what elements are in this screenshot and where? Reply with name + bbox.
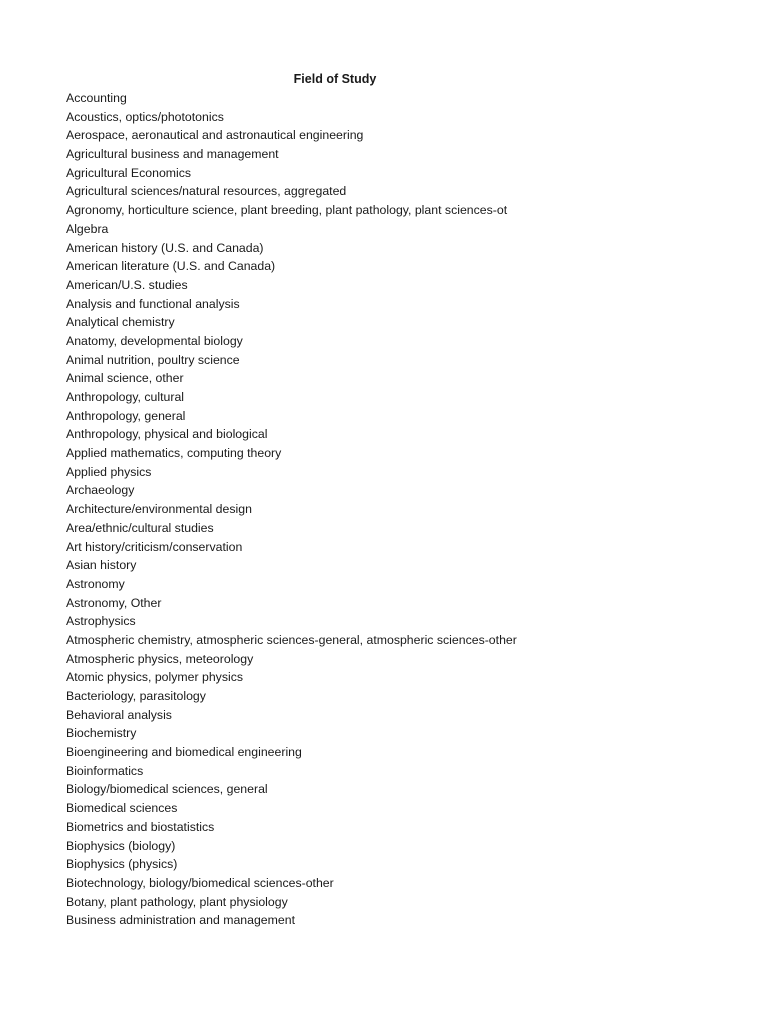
field-list-item: Architecture/environmental design <box>66 502 252 517</box>
field-list-item: Biometrics and biostatistics <box>66 819 215 834</box>
field-list-item: Applied physics <box>66 464 152 479</box>
field-list-item: Animal nutrition, poultry science <box>66 352 240 367</box>
field-list-item: Agricultural sciences/natural resources, aggregated <box>66 184 347 199</box>
page-title: Field of Study <box>293 72 377 86</box>
field-list-item: American history (U.S. and Canada) <box>66 240 264 255</box>
field-list-item: Agronomy, horticulture science, plant breeding, plant pathology, plant sciences-ot <box>66 203 508 218</box>
field-list-item: Algebra <box>66 221 109 236</box>
field-list-item: Anthropology, physical and biological <box>66 427 268 442</box>
field-list-item: Biophysics (biology) <box>66 838 176 853</box>
field-list-item: Botany, plant pathology, plant physiology <box>66 894 288 909</box>
field-list-item: Behavioral analysis <box>66 707 172 722</box>
field-list-item: Bacteriology, parasitology <box>66 689 206 703</box>
field-list-item: Atomic physics, polymer physics <box>66 670 243 685</box>
field-list-item: Analysis and functional analysis <box>66 296 240 311</box>
field-list-item: Biotechnology, biology/biomedical sciences-other <box>66 875 334 890</box>
field-list-item: Area/ethnic/cultural studies <box>66 520 214 535</box>
field-list-item: Asian history <box>66 558 137 573</box>
field-list-item: Art history/criticism/conservation <box>66 539 243 554</box>
field-list-item: Biochemistry <box>66 726 137 741</box>
field-list-item: Bioinformatics <box>66 763 144 778</box>
field-list-item: Business administration and management <box>66 913 295 928</box>
field-list-item: Acoustics, optics/phototonics <box>66 109 224 124</box>
field-list-item: Archaeology <box>66 483 135 498</box>
field-list-item: Atmospheric chemistry, atmospheric sciences-general, atmospheric sciences-other <box>66 632 517 647</box>
field-list-item: Accounting <box>66 91 127 105</box>
field-list-item: Aerospace, aeronautical and astronautical engineering <box>66 128 364 143</box>
field-list-item: Animal science, other <box>66 371 184 386</box>
field-list-item: Biology/biomedical sciences, general <box>66 782 268 797</box>
field-list-item: Agricultural business and management <box>66 147 279 162</box>
field-of-study-list <box>66 89 517 930</box>
field-list-item: Bioengineering and biomedical engineering <box>66 745 302 760</box>
field-list-item: American/U.S. studies <box>66 277 188 292</box>
field-list-item: Astronomy, Other <box>66 595 162 610</box>
field-list-item: Applied mathematics, computing theory <box>66 446 282 461</box>
field-list-item: Astronomy <box>66 576 125 591</box>
field-list-item: American literature (U.S. and Canada) <box>66 259 276 274</box>
field-list-item: Anatomy, developmental biology <box>66 333 243 348</box>
field-list-item: Biophysics (physics) <box>66 857 178 872</box>
field-list-item: Atmospheric physics, meteorology <box>66 651 254 666</box>
field-list-item: Anthropology, general <box>66 408 186 423</box>
field-list-item: Biomedical sciences <box>66 801 178 816</box>
field-list-item: Astrophysics <box>66 614 136 629</box>
field-list-item: Anthropology, cultural <box>66 390 185 404</box>
field-list-item: Analytical chemistry <box>66 315 175 330</box>
field-list-item: Agricultural Economics <box>66 165 192 180</box>
